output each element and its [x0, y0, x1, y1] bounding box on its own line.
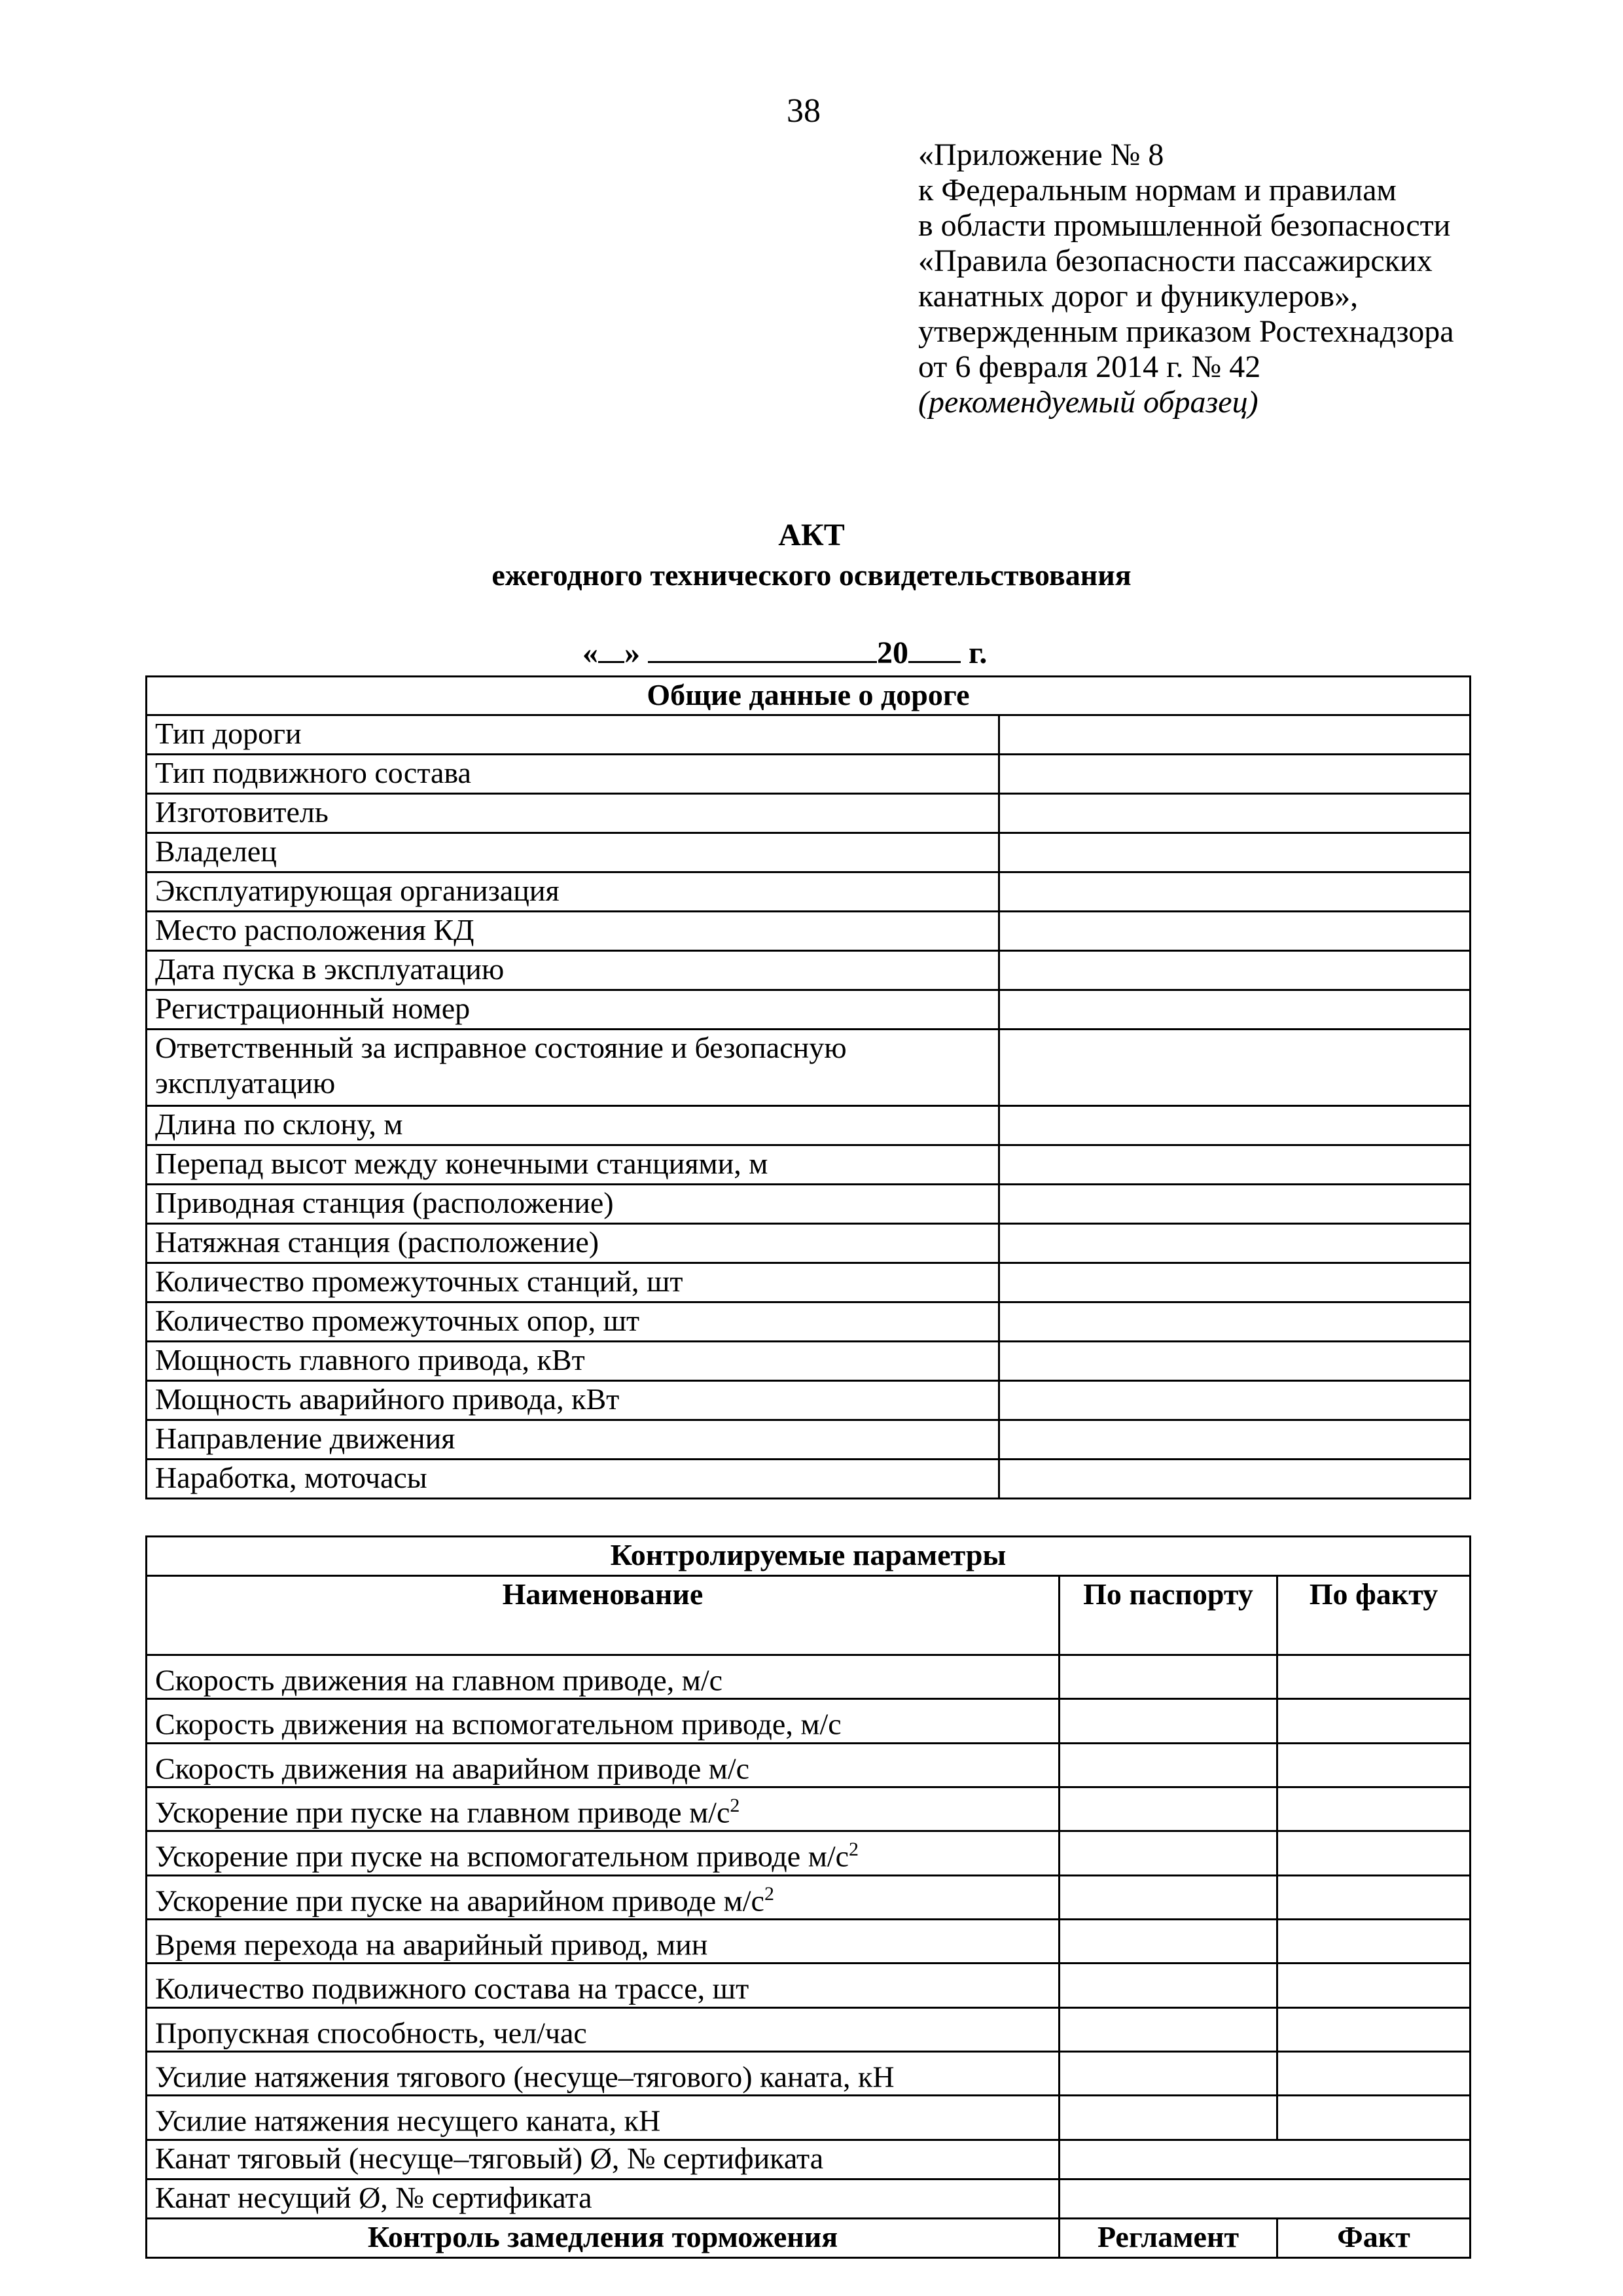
table-row-label: Приводная станция (расположение)	[147, 1185, 999, 1224]
fact-cell	[1277, 2051, 1471, 2095]
fact-cell	[1277, 1787, 1471, 1831]
param-name: Канат тяговый (несуще–тяговый) Ø, № сертификата	[147, 2140, 1060, 2179]
param-name: Ускорение при пуске на вспомогательном приводе $м/с^2$	[147, 1831, 1060, 1875]
value-cell	[999, 990, 1471, 1030]
param-name: Усилие натяжения тягового (несуще–тягового) каната, кН	[147, 2051, 1060, 2095]
table-row-label: Дата пуска в эксплуатацию	[147, 951, 999, 990]
table-row-label: Тип подвижного состава	[147, 755, 999, 794]
appendix-note: (рекомендуемый образец)	[918, 385, 1258, 420]
column-header-braking-fact: Факт	[1277, 2218, 1471, 2257]
column-header-regulation: Регламент	[1060, 2218, 1277, 2257]
param-name: Скорость движения на аварийном приводе м/с	[147, 1743, 1060, 1787]
table-row-label: Эксплуатирующая организация	[147, 872, 999, 912]
passport-cell	[1060, 1743, 1277, 1787]
table-row-label: Наработка, моточасы	[147, 1460, 999, 1499]
value-cell	[999, 1224, 1471, 1263]
value-cell	[999, 833, 1471, 872]
general-data-table	[145, 675, 1471, 1499]
general-table-header: Общие данные о дороге	[147, 677, 1471, 715]
table-row-label: Ответственный за исправное состояние и безопасную эксплуатацию	[147, 1030, 999, 1106]
passport-cell	[1060, 1875, 1277, 1919]
value-cell	[999, 1381, 1471, 1420]
value-cell	[999, 872, 1471, 912]
value-cell	[999, 1460, 1471, 1499]
table-row-label: Количество промежуточных станций, шт	[147, 1263, 999, 1302]
parameters-table	[145, 1535, 1471, 2259]
table-row-label: Натяжная станция (расположение)	[147, 1224, 999, 1263]
passport-cell	[1060, 1964, 1277, 2007]
appendix-line: «Правила безопасности пассажирских	[918, 243, 1433, 278]
date-line	[582, 635, 987, 671]
table-row-label: Мощность главного привода, кВт	[147, 1342, 999, 1381]
table-row-label: Изготовитель	[147, 794, 999, 833]
parameters-section-header: Контролируемые параметры	[147, 1537, 1471, 1576]
column-header-passport: По паспорту	[1060, 1576, 1277, 1655]
passport-cell	[1060, 1787, 1277, 1831]
month-blank	[648, 635, 877, 663]
value-cell	[999, 1263, 1471, 1302]
param-name: Канат несущий Ø, № сертификата	[147, 2179, 1060, 2218]
table-row-label: Перепад высот между конечными станциями, м	[147, 1145, 999, 1185]
value-cell	[999, 951, 1471, 990]
year-suffix: г.	[969, 636, 988, 670]
passport-cell	[1060, 1699, 1277, 1743]
value-cell	[999, 1302, 1471, 1342]
value-cell	[999, 1420, 1471, 1460]
column-header-fact: По факту	[1277, 1576, 1471, 1655]
page-number: 38	[787, 92, 821, 130]
appendix-block	[918, 137, 1454, 420]
table-row-label: Владелец	[147, 833, 999, 872]
value-cell	[999, 912, 1471, 951]
param-name: Усилие натяжения несущего каната, кН	[147, 2096, 1060, 2140]
param-name: Количество подвижного состава на трассе, шт	[147, 1964, 1060, 2007]
value-cell	[999, 1145, 1471, 1185]
merged-value-cell	[1060, 2140, 1471, 2179]
document-title: АКТ	[778, 518, 845, 552]
value-cell	[999, 1185, 1471, 1224]
table-row-label: Место расположения КД	[147, 912, 999, 951]
value-cell	[999, 715, 1471, 755]
param-name: Ускорение при пуске на главном приводе $м/с^2$	[147, 1787, 1060, 1831]
fact-cell	[1277, 1743, 1471, 1787]
date-quote-open: «	[582, 636, 598, 670]
appendix-line: утвержденным приказом Ростехнадзора	[918, 314, 1454, 349]
param-name: Ускорение при пуске на аварийном приводе $м/с^2$	[147, 1875, 1060, 1919]
column-header-name: Наименование	[147, 1576, 1060, 1655]
document-subtitle: ежегодного технического освидетельствования	[491, 558, 1132, 592]
value-cell	[999, 1342, 1471, 1381]
fact-cell	[1277, 1875, 1471, 1919]
fact-cell	[1277, 1919, 1471, 1963]
table-row-label: Мощность аварийного привода, кВт	[147, 1381, 999, 1420]
year-prefix: 20	[877, 636, 908, 670]
fact-cell	[1277, 1964, 1471, 2007]
braking-section-header: Контроль замедления торможения	[147, 2218, 1060, 2257]
passport-cell	[1060, 1655, 1277, 1699]
value-cell	[999, 755, 1471, 794]
appendix-line: в области промышленной безопасности	[918, 208, 1451, 243]
fact-cell	[1277, 1831, 1471, 1875]
appendix-line: «Приложение № 8	[918, 137, 1164, 172]
date-quote-close: »	[624, 636, 640, 670]
table-row-label: Количество промежуточных опор, шт	[147, 1302, 999, 1342]
passport-cell	[1060, 1919, 1277, 1963]
param-name: Скорость движения на главном приводе, м/с	[147, 1655, 1060, 1699]
table-row-label: Длина по склону, м	[147, 1106, 999, 1145]
appendix-line: канатных дорог и фуникулеров»,	[918, 279, 1359, 314]
fact-cell	[1277, 1655, 1471, 1699]
table-row-label: Тип дороги	[147, 715, 999, 755]
day-blank	[598, 635, 624, 663]
year-blank	[908, 635, 961, 663]
passport-cell	[1060, 1831, 1277, 1875]
param-name: Скорость движения на вспомогательном приводе, м/с	[147, 1699, 1060, 1743]
appendix-line: к Федеральным нормам и правилам	[918, 173, 1397, 207]
param-name: Пропускная способность, чел/час	[147, 2007, 1060, 2051]
table-row-label: Регистрационный номер	[147, 990, 999, 1030]
fact-cell	[1277, 2096, 1471, 2140]
fact-cell	[1277, 2007, 1471, 2051]
param-name: Время перехода на аварийный привод, мин	[147, 1919, 1060, 1963]
value-cell	[999, 1030, 1471, 1106]
passport-cell	[1060, 2096, 1277, 2140]
table-row-label: Направление движения	[147, 1420, 999, 1460]
passport-cell	[1060, 2007, 1277, 2051]
value-cell	[999, 794, 1471, 833]
fact-cell	[1277, 1699, 1471, 1743]
merged-value-cell	[1060, 2179, 1471, 2218]
appendix-line: от 6 февраля 2014 г. № 42	[918, 350, 1261, 384]
value-cell	[999, 1106, 1471, 1145]
passport-cell	[1060, 2051, 1277, 2095]
